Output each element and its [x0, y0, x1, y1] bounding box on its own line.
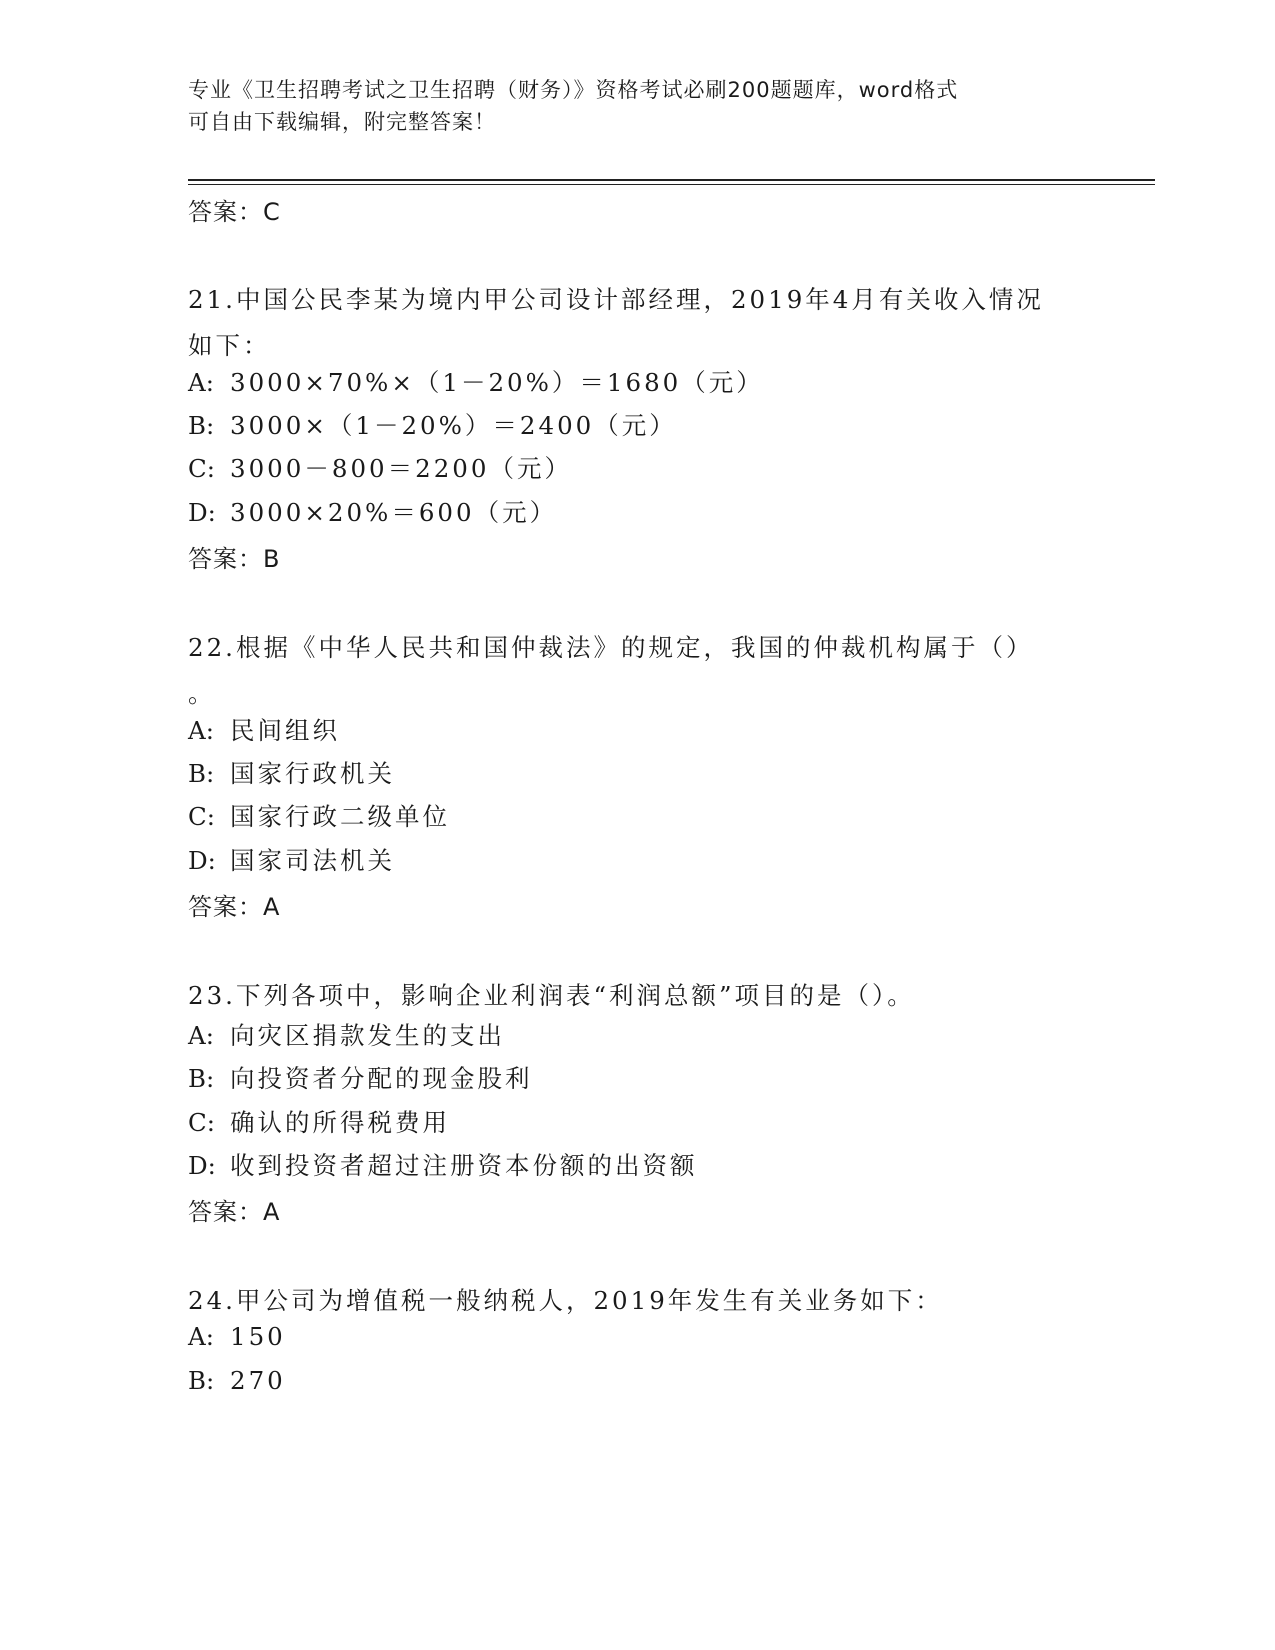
option-text: 向投资者分配的现金股利 — [230, 1064, 533, 1093]
question-22-stem — [188, 625, 1088, 717]
question-23-option-c — [188, 1104, 450, 1139]
option-text: 确认的所得税费用 — [230, 1108, 450, 1137]
header-line-1: 专业《卫生招聘考试之卫生招聘（财务）》资格考试必刷200题题库，word格式 — [188, 78, 959, 102]
option-text: 国家行政机关 — [230, 759, 395, 788]
question-22-stem-line-1: 22.根据《中华人民共和国仲裁法》的规定，我国的仲裁机构属于（） — [188, 633, 1034, 662]
option-text: 3000－800＝2200（元） — [230, 454, 572, 483]
question-21-option-c — [188, 450, 572, 485]
header-line-2: 可自由下载编辑，附完整答案！ — [188, 110, 496, 134]
question-23-option-b — [188, 1060, 533, 1095]
header-rule-thin — [188, 184, 1155, 185]
question-21-option-b — [188, 407, 677, 442]
option-letter: B: — [188, 411, 215, 440]
option-text: 150 — [230, 1322, 286, 1351]
option-text: 民间组织 — [230, 716, 340, 745]
question-21-answer: 答案：B — [188, 545, 281, 573]
question-22-stem-line-2: 。 — [188, 679, 216, 708]
question-23-stem — [188, 973, 1088, 1019]
option-text: 向灾区捐款发生的支出 — [230, 1021, 505, 1050]
option-text: 3000×（1－20%）＝2400（元） — [230, 411, 677, 440]
question-23-option-d — [188, 1147, 698, 1182]
question-21-option-d — [188, 494, 557, 529]
option-letter: B: — [188, 1064, 215, 1093]
option-text: 270 — [230, 1366, 286, 1395]
option-letter: A: — [188, 716, 214, 745]
option-letter: D: — [188, 1151, 216, 1180]
question-21-stem-line-2: 如下： — [188, 331, 271, 360]
question-23-answer: 答案：A — [188, 1198, 281, 1226]
question-21-stem-line-1: 21.中国公民李某为境内甲公司设计部经理，2019年4月有关收入情况 — [188, 285, 1044, 314]
question-24-stem-line-1: 24.甲公司为增值税一般纳税人，2019年发生有关业务如下： — [188, 1286, 943, 1315]
question-22-option-a — [188, 712, 340, 747]
option-letter: C: — [188, 1108, 216, 1137]
option-letter: A: — [188, 1021, 214, 1050]
option-text: 国家行政二级单位 — [230, 802, 450, 831]
question-22-option-d — [188, 842, 395, 877]
question-22-option-c — [188, 798, 450, 833]
question-24-option-a — [188, 1322, 286, 1351]
question-22-option-b — [188, 755, 395, 790]
option-letter: C: — [188, 454, 216, 483]
question-21-option-a — [188, 364, 764, 399]
option-text: 3000×20%＝600（元） — [230, 498, 558, 527]
option-letter: C: — [188, 802, 216, 831]
option-text: 收到投资者超过注册资本份额的出资额 — [230, 1151, 698, 1180]
question-23-stem-line-1: 23.下列各项中，影响企业利润表“利润总额”项目的是（）。 — [188, 981, 915, 1010]
question-23-option-a — [188, 1017, 505, 1052]
option-text: 国家司法机关 — [230, 846, 395, 875]
question-24-stem — [188, 1278, 1088, 1324]
question-21-stem — [188, 277, 1088, 369]
option-letter: B: — [188, 1366, 215, 1395]
header-rule-thick — [188, 179, 1155, 181]
option-letter: A: — [188, 368, 214, 397]
option-letter: D: — [188, 846, 216, 875]
option-letter: B: — [188, 759, 215, 788]
answer-previous: 答案：C — [188, 198, 281, 226]
option-letter: D: — [188, 498, 216, 527]
question-24-option-b — [188, 1366, 286, 1395]
option-letter: A: — [188, 1322, 214, 1351]
document-header — [188, 74, 1068, 138]
question-22-answer: 答案：A — [188, 893, 281, 921]
option-text: 3000×70%×（1－20%）＝1680（元） — [230, 368, 764, 397]
